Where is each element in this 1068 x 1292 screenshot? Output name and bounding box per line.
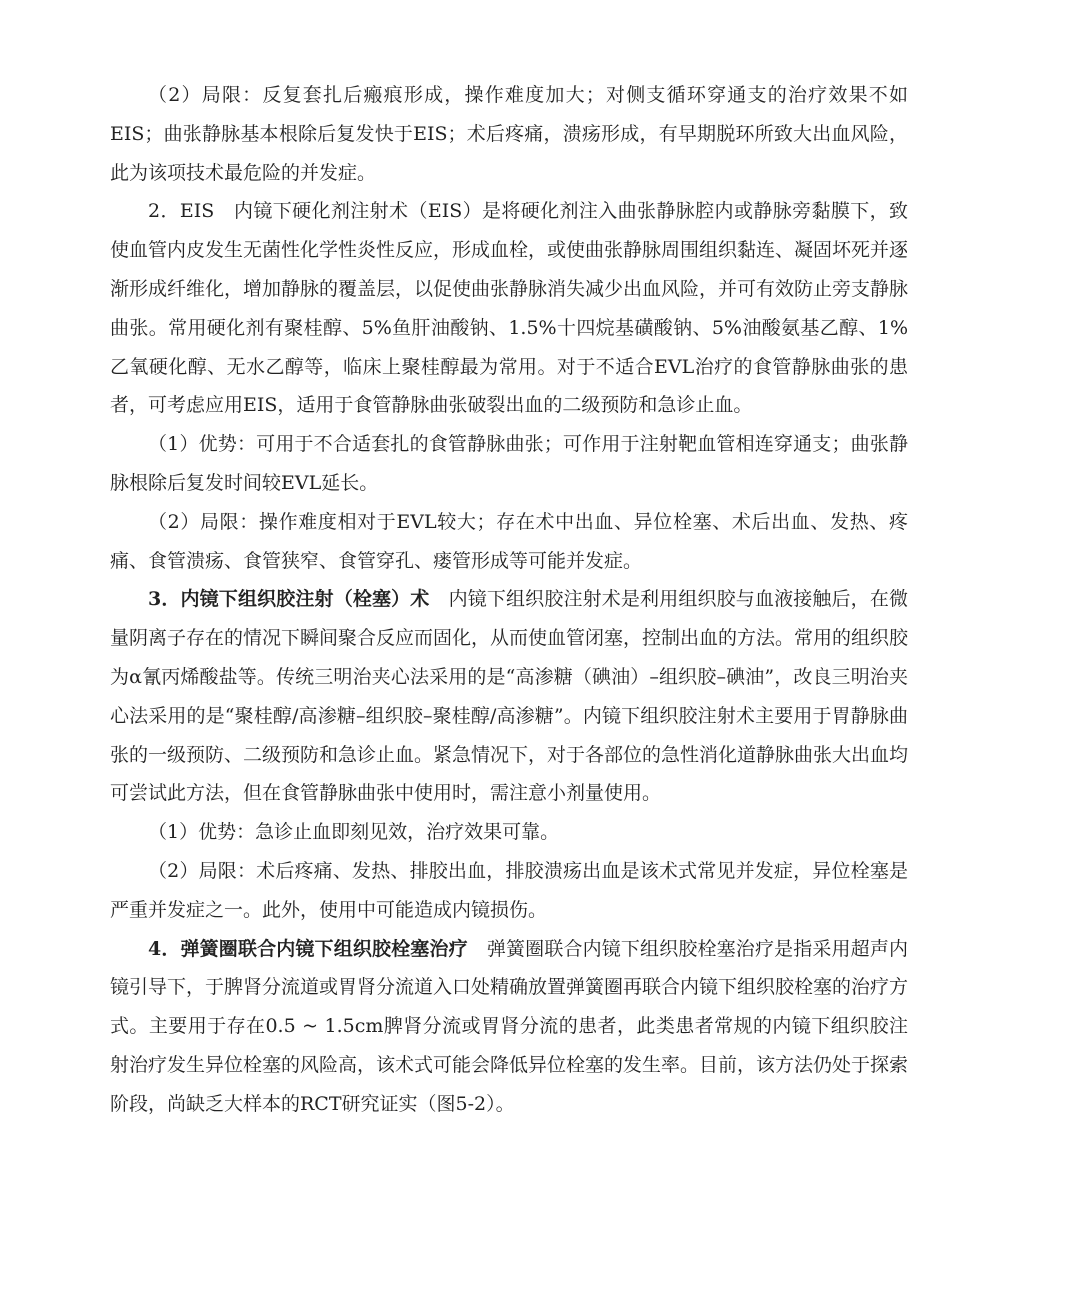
paragraph-coil-glue [110, 930, 908, 1124]
paragraph-text: 弹簧圈联合内镜下组织胶栓塞治疗是指采用超声内镜引导下，于脾肾分流道或胃肾分流道入口处精确放置弹簧圈再联合内镜下组织胶栓塞的治疗方式。主要用于存在0.5 ~ 1.5cm脾肾分流或胃肾分流的患者，此类患者常规的内镜下组织胶注射治疗发生异位栓塞的风险高，该术式可能会降低异位栓塞的发生率。目前，该方法仍处于探索阶段，尚缺乏大样本的RCT研究证实（图5-2）。 [110, 937, 909, 1115]
paragraph-text: （1）优势：可用于不合适套扎的食管静脉曲张；可作用于注射靶血管相连穿通支；曲张静脉根除后复发时间较EVL延长。 [110, 433, 908, 494]
paragraph-text: （1）优势：急诊止血即刻见效，治疗效果可靠。 [148, 821, 560, 844]
paragraph-eis-advantages [110, 425, 908, 503]
paragraph-text: （2）局限：反复套扎后瘢痕形成，操作难度加大；对侧支循环穿通支的治疗效果不如EIS；曲张静脉基本根除后复发快于EIS；术后疼痛，溃疡形成，有早期脱环所致大出血风险，此为该项技术最危险的并发症。 [110, 84, 908, 184]
paragraph-text: （2）局限：术后疼痛、发热、排胶出血，排胶溃疡出血是该术式常见并发症，异位栓塞是严重并发症之一。此外，使用中可能造成内镜损伤。 [110, 859, 908, 921]
paragraph-text: （2）局限：操作难度相对于EVL较大；存在术中出血、异位栓塞、术后出血、发热、疼痛、食管溃疡、食管狭窄、食管穿孔、瘘管形成等可能并发症。 [110, 510, 908, 572]
paragraph-tissue-glue [110, 580, 908, 813]
paragraph-tissue-glue-advantages [110, 813, 908, 852]
paragraph-eis [110, 192, 908, 425]
paragraph-text: 是将硬化剂注入曲张静脉腔内或静脉旁黏膜下，致使血管内皮发生无菌性化学性炎性反应，形成血栓，或使曲张静脉周围组织黏连、凝固坏死并逐渐形成纤维化，增加静脉的覆盖层，以促使曲张静脉消失减少出血风险，并可有效防止旁支静脉曲张。常用硬化剂有聚桂醇、5%鱼肝油酸钠、1.5%十四烷基磺酸钠、5%油酸氨基乙醇、1%乙氧硬化醇、无水乙醇等，临床上聚桂醇最为常用。对于不适合EVL治疗的食管静脉曲张的患者，可考虑应用EIS，适用于食管静脉曲张破裂出血的二级预防和急诊止血。 [110, 200, 909, 417]
section-heading-coil-glue: 4．弹簧圈联合内镜下组织胶栓塞治疗 [148, 937, 468, 960]
section-heading-eis: 2．EIS 内镜下硬化剂注射术（EIS） [148, 200, 482, 223]
section-heading-tissue-glue: 3．内镜下组织胶注射（栓塞）术 [148, 588, 430, 611]
paragraph-text: 内镜下组织胶注射术是利用组织胶与血液接触后，在微量阴离子存在的情况下瞬间聚合反应而固化，从而使血管闭塞，控制出血的方法。常用的组织胶为α氰丙烯酸盐等。传统三明治夹心法采用的是“高渗糖（碘油）–组织胶–碘油”，改良三明治夹心法采用的是“聚桂醇/高渗糖–组织胶–聚桂醇/高渗糖”。内镜下组织胶注射术主要用于胃静脉曲张的一级预防、二级预防和急诊止血。紧急情况下，对于各部位的急性消化道静脉曲张大出血均可尝试此方法，但在食管静脉曲张中使用时，需注意小剂量使用。 [110, 588, 909, 805]
paragraph-evl-limitations [110, 76, 908, 192]
paragraph-tissue-glue-limitations [110, 852, 908, 930]
paragraph-eis-limitations [110, 503, 908, 581]
body-text [110, 76, 908, 1124]
